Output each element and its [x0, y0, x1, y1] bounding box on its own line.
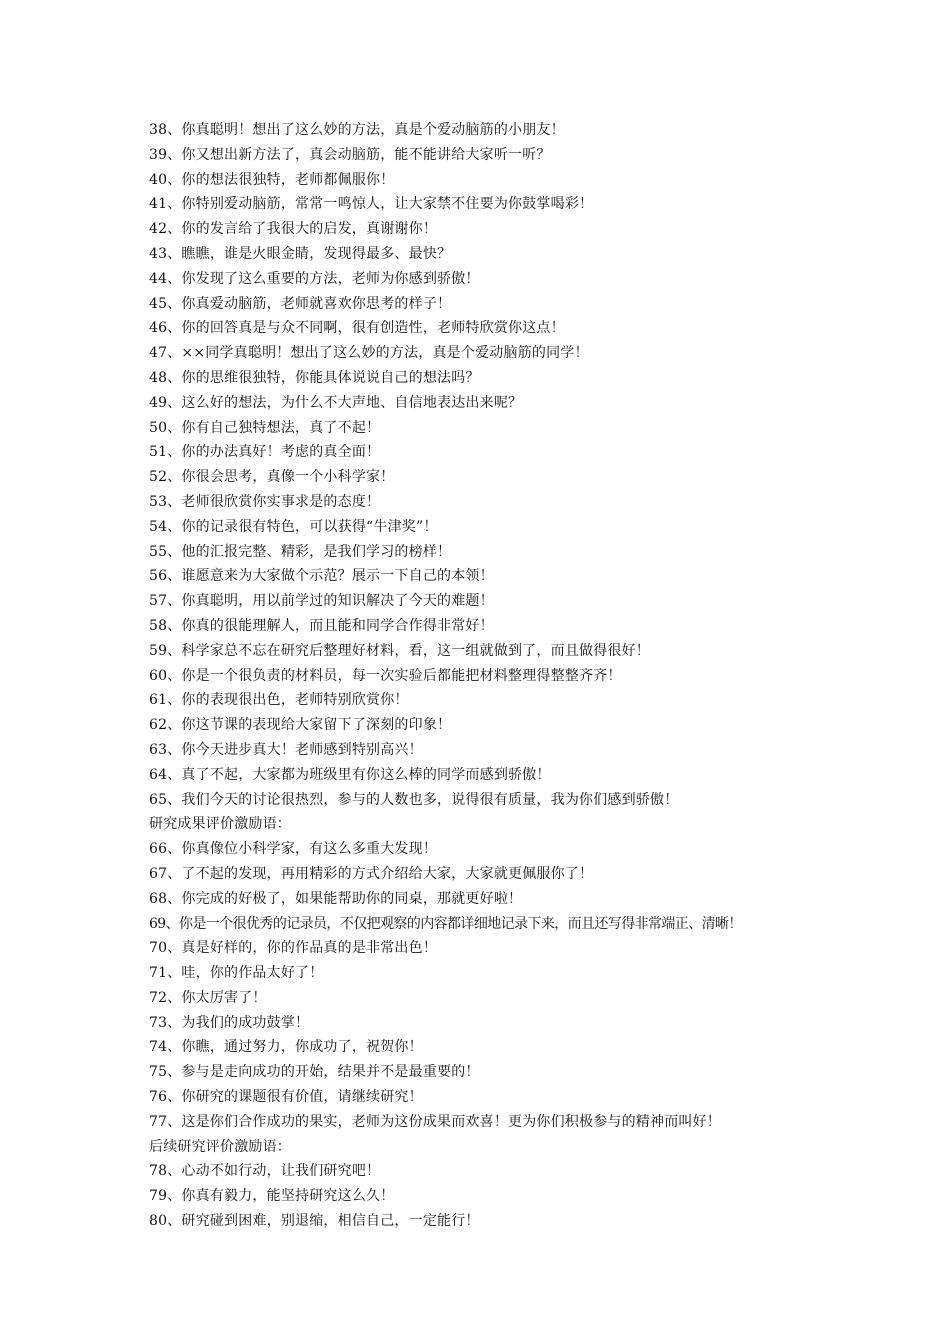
text-line: 67、了不起的发现，再用精彩的方式介绍给大家，大家就更佩服你了！ — [149, 865, 594, 882]
section-heading: 后续研究评价激励语： — [149, 1138, 291, 1155]
text-line: 70、真是好样的，你的作品真的是非常出色！ — [149, 940, 438, 957]
text-line: 79、你真有毅力，能坚持研究这么久！ — [149, 1188, 395, 1205]
text-line: 38、你真聪明！想出了这么妙的方法，真是个爱动脑筋的小朋友！ — [149, 122, 565, 138]
text-line: 56、谁愿意来为大家做个示范？展示一下自己的本领！ — [149, 568, 494, 585]
text-line: 73、为我们的成功鼓掌！ — [149, 1014, 310, 1031]
text-line: 57、你真聪明，用以前学过的知识解决了今天的难题！ — [149, 593, 494, 610]
text-line: 49、这么好的想法，为什么不大声地、自信地表达出来呢？ — [149, 394, 523, 411]
text-line: 45、你真爱动脑筋，老师就喜欢你思考的样子！ — [149, 295, 452, 312]
text-line: 43、瞧瞧，谁是火眼金睛，发现得最多、最快？ — [149, 245, 452, 262]
text-line: 46、你的回答真是与众不同啊，很有创造性，老师特欣赏你这点！ — [149, 320, 565, 337]
text-line: 68、你完成的好极了，如果能帮助你的同桌，那就更好啦！ — [149, 890, 523, 907]
text-line: 52、你很会思考，真像一个小科学家！ — [149, 469, 395, 486]
text-line: 60、你是一个很负责的材料员，每一次实验后都能把材料整理得整整齐齐！ — [149, 667, 622, 684]
text-line: 71、哇，你的作品太好了！ — [149, 965, 324, 982]
text-line: 62、你这节课的表现给大家留下了深刻的印象！ — [149, 717, 452, 734]
text-line: 55、他的汇报完整、精彩，是我们学习的榜样！ — [149, 543, 452, 560]
text-line: 74、你瞧，通过努力，你成功了，祝贺你！ — [149, 1039, 423, 1056]
text-line: 75、参与是走向成功的开始，结果并不是最重要的！ — [149, 1064, 480, 1081]
text-line: 40、你的想法很独特，老师都佩服你！ — [149, 171, 395, 188]
text-line: 53、老师很欣赏你实事求是的态度！ — [149, 493, 381, 510]
text-line: 44、你发现了这么重要的方法，老师为你感到骄傲！ — [149, 270, 480, 287]
text-line: 58、你真的很能理解人，而且能和同学合作得非常好！ — [149, 617, 494, 634]
text-line: 78、心动不如行动，让我们研究吧！ — [149, 1163, 381, 1180]
text-line: 39、你又想出新方法了，真会动脑筋，能不能讲给大家听一听？ — [149, 146, 551, 163]
section-heading: 研究成果评价激励语： — [149, 816, 291, 833]
text-line: 61、你的表现很出色，老师特别欣赏你！ — [149, 692, 409, 709]
text-line: 80、研究碰到困难，别退缩，相信自己，一定能行！ — [149, 1213, 480, 1230]
text-line: 54、你的记录很有特色，可以获得“牛津奖”！ — [149, 518, 438, 535]
document-body — [149, 118, 879, 1234]
text-line: 47、××同学真聪明！想出了这么妙的方法，真是个爱动脑筋的同学！ — [149, 345, 589, 362]
text-line: 51、你的办法真好！考虑的真全面！ — [149, 444, 381, 461]
text-line: 42、你的发言给了我很大的启发，真谢谢你！ — [149, 221, 438, 238]
text-line: 48、你的思维很独特，你能具体说说自己的想法吗？ — [149, 369, 480, 386]
text-line: 69、你是一个很优秀的记录员，不仅把观察的内容都详细地记录下来，而且还写得非常端正、清晰！ — [149, 915, 742, 932]
text-line: 41、你特别爱动脑筋，常常一鸣惊人，让大家禁不住要为你鼓掌喝彩！ — [149, 196, 594, 213]
text-line: 59、科学家总不忘在研究后整理好材料，看，这一组就做到了，而且做得很好！ — [149, 642, 651, 659]
text-line: 66、你真像位小科学家，有这么多重大发现！ — [149, 841, 438, 858]
text-line: 65、我们今天的讨论很热烈，参与的人数也多，说得很有质量，我为你们感到骄傲！ — [149, 791, 679, 808]
text-line: 77、这是你们合作成功的果实，老师为这份成果而欢喜！更为你们积极参与的精神而叫好！ — [149, 1113, 722, 1130]
text-line: 50、你有自己独特想法，真了不起！ — [149, 419, 381, 436]
text-line: 76、你研究的课题很有价值，请继续研究！ — [149, 1089, 423, 1106]
text-line: 72、你太厉害了！ — [149, 989, 267, 1006]
text-line: 64、真了不起，大家都为班级里有你这么棒的同学而感到骄傲！ — [149, 766, 551, 783]
text-line: 63、你今天进步真大！老师感到特别高兴！ — [149, 741, 423, 758]
